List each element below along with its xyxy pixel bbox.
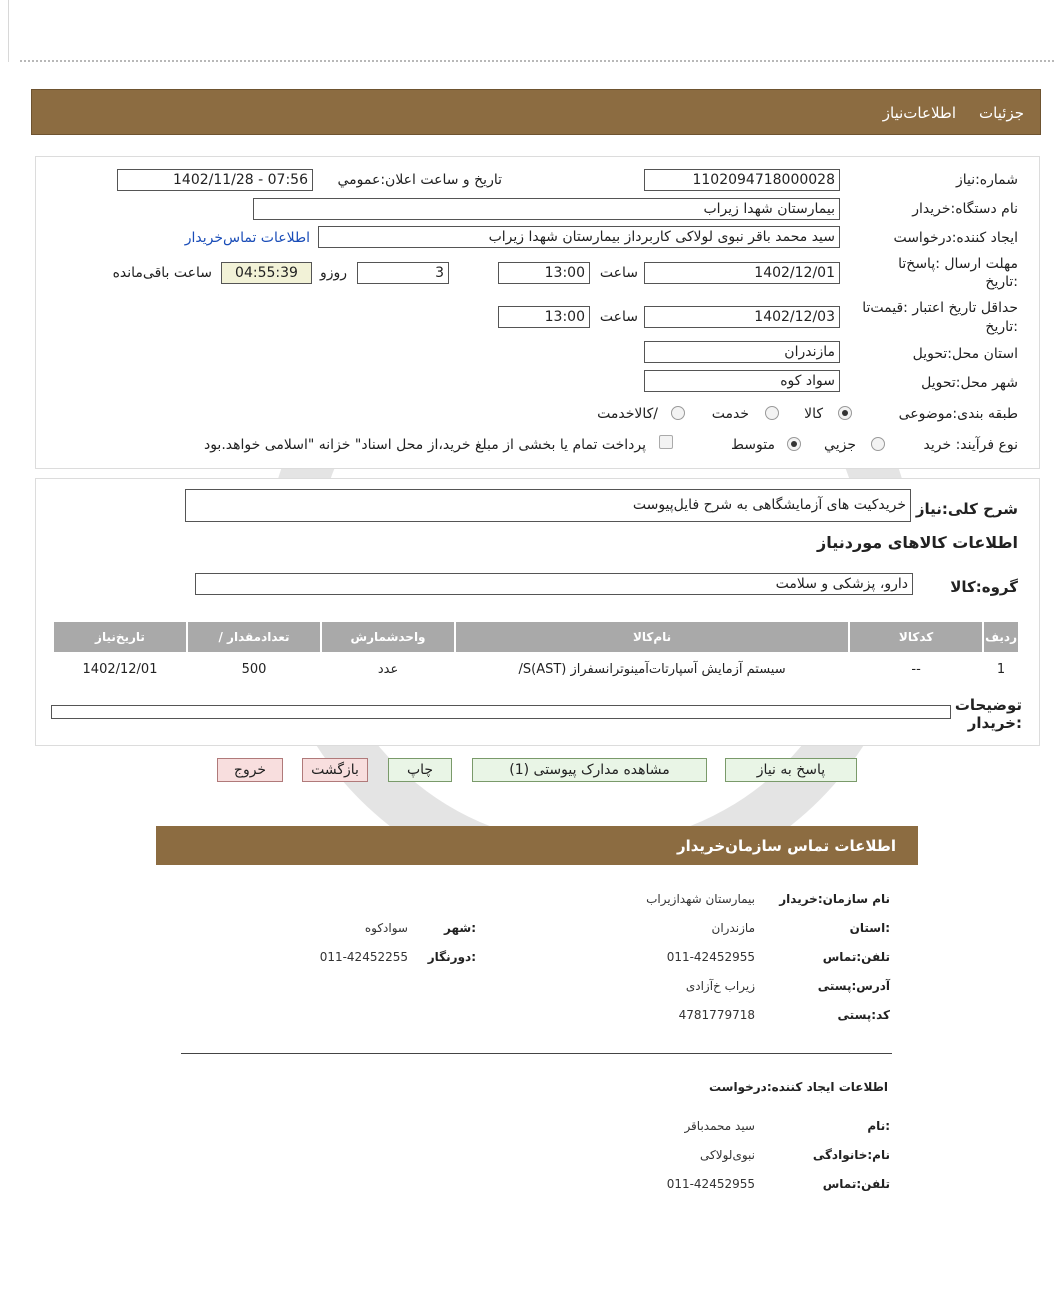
city-label: شهر محل:تحویل: [921, 375, 1018, 391]
contact-fax-value: 011-42452255: [319, 950, 408, 964]
buyer-notes-field: [51, 705, 951, 719]
contact-postal-label: کد:پستی: [837, 1008, 890, 1022]
city-field: سواد کوه: [644, 370, 840, 392]
process-medium-label: متوسط: [731, 437, 775, 453]
goods-info-title: اطلاعات کالاهای موردنیاز: [817, 533, 1018, 552]
exit-button[interactable]: خروج: [217, 758, 283, 782]
creator-name-value: سید محمدباقر: [684, 1119, 755, 1133]
org-name-value: بیمارستان شهدازیراب: [646, 892, 755, 906]
top-dotted-separator: [20, 60, 1054, 62]
buyer-contact-header: [156, 826, 918, 865]
back-button[interactable]: بازگشت: [302, 758, 368, 782]
tab-details[interactable]: جزئیات: [979, 104, 1024, 122]
province-field: مازندران: [644, 341, 840, 363]
deadline-date-field: 1402/12/01: [644, 262, 840, 284]
attached-docs-button[interactable]: مشاهده مدارک پیوستی (1): [472, 758, 707, 782]
cell-row: 1: [984, 654, 1018, 684]
cell-qty: 500: [188, 654, 320, 684]
col-date: تاریخ‌نیاز: [54, 622, 186, 652]
announce-field: 1402/11/28 - 07:56: [117, 169, 313, 191]
goods-table: [52, 620, 1020, 686]
col-qty: / تعدادمقدار: [188, 622, 320, 652]
buyer-org-field: بیمارستان شهدا زیراب: [253, 198, 840, 220]
contact-postal-value: 4781779718: [678, 1008, 755, 1022]
process-partial-radio[interactable]: [871, 437, 885, 451]
validity-time-field: 13:00: [498, 306, 590, 328]
creator-family-value: نبوی‌لولاکی: [700, 1148, 755, 1162]
buyer-contact-link[interactable]: اطلاعات تماس‌خریدار: [184, 230, 310, 246]
contact-phone-label: تلفن:تماس: [822, 950, 890, 964]
creator-name-label: :نام: [867, 1119, 890, 1133]
col-code: کدکالا: [850, 622, 982, 652]
creator-field: سید محمد باقر نبوی لولاکی کاربرداز بیمارستان شهدا زیراب: [318, 226, 840, 248]
validity-label-2: :تاریخ: [985, 319, 1018, 335]
days-field: 3: [357, 262, 449, 284]
cell-name: سیستم آزمایش آسپارتات‌آمینوترانسفراز S(AST)/: [456, 654, 848, 684]
process-partial-label: جزیي: [824, 437, 856, 453]
cell-unit: عدد: [322, 654, 454, 684]
contact-phone-value: 011-42452955: [666, 950, 755, 964]
need-number-label: شماره:نیاز: [955, 172, 1018, 188]
category-service-label: خدمت: [711, 406, 749, 422]
cell-date: 1402/12/01: [54, 654, 186, 684]
creator-phone-value: 011-42452955: [666, 1177, 755, 1191]
need-number-field: 1102094718000028: [644, 169, 840, 191]
creator-phone-label: تلفن:تماس: [822, 1177, 890, 1191]
col-unit: واحدشمارش: [322, 622, 454, 652]
validity-date-field: 1402/12/03: [644, 306, 840, 328]
buyer-contact-title: اطلاعات تماس سازمان‌خریدار: [676, 837, 896, 855]
creator-info-title: اطلاعات ایجاد کننده:درخواست: [708, 1080, 888, 1094]
contact-address-label: آدرس:پستی: [817, 979, 890, 993]
validity-label: حداقل تاریخ اعتبار :قیمت‌تا: [862, 300, 1018, 316]
table-row: [54, 654, 1018, 684]
deadline-label-2: :تاریخ: [985, 274, 1018, 290]
category-goods-label: کالا: [804, 406, 823, 422]
deadline-time-field: 13:00: [498, 262, 590, 284]
validity-time-label: ساعت: [599, 309, 638, 325]
details-header-bar: [31, 89, 1041, 135]
reply-button[interactable]: پاسخ به نیاز: [725, 758, 857, 782]
announce-label: تاريخ و ساعت اعلان:عمومي: [337, 172, 502, 188]
contact-province-label: :استان: [849, 921, 890, 935]
print-button[interactable]: چاپ: [388, 758, 452, 782]
contact-city-label: :شهر: [444, 921, 476, 935]
process-medium-radio[interactable]: [787, 437, 801, 451]
days-label: روزو: [319, 265, 347, 281]
category-goods-radio[interactable]: [838, 406, 852, 420]
goods-group-field: دارو، پزشکی و سلامت: [195, 573, 913, 595]
remaining-time-field: 04:55:39: [221, 262, 312, 284]
contact-address-value: زیراب خ‌آزادی: [685, 979, 755, 993]
org-name-label: نام سازمان:خریدار: [779, 892, 890, 906]
category-label: طبقه بندی:موضوعی: [898, 406, 1018, 422]
goods-group-label: گروه:کالا: [950, 578, 1018, 596]
tab-need-info[interactable]: اطلاعات‌نیاز: [882, 104, 956, 122]
province-label: استان محل:تحویل: [912, 346, 1018, 362]
contact-city-value: سوادکوه: [364, 921, 408, 935]
col-name: نام‌کالا: [456, 622, 848, 652]
creator-label: ایجاد کننده:درخواست: [893, 230, 1018, 246]
col-row: ردیف: [984, 622, 1018, 652]
contact-province-value: مازندران: [711, 921, 755, 935]
general-desc-field: خریدکیت های آزمایشگاهی به شرح فایل‌پیوست: [185, 489, 911, 522]
remaining-label: ساعت باقی‌مانده: [112, 265, 212, 281]
treasury-payment-checkbox[interactable]: [659, 435, 673, 449]
buyer-org-label: نام دستگاه:خریدار: [912, 201, 1018, 217]
process-label: نوع فرآیند: خرید: [923, 437, 1018, 453]
left-border-line: [8, 0, 9, 62]
category-goods-service-label: /کالاخدمت: [597, 406, 658, 422]
general-desc-label: شرح کلی:نیاز: [915, 500, 1018, 518]
category-service-radio[interactable]: [765, 406, 779, 420]
contact-fax-label: :دورنگار: [427, 950, 476, 964]
creator-family-label: نام:خانوادگی: [812, 1148, 890, 1162]
category-goods-service-radio[interactable]: [671, 406, 685, 420]
contact-divider: [181, 1053, 892, 1054]
treasury-payment-note: پرداخت تمام یا بخشی از مبلغ خرید،از محل اسناد" خزانه "اسلامی خواهد.بود: [203, 437, 646, 453]
buyer-notes-label: توضیحات :خریدار: [954, 696, 1022, 732]
deadline-label: مهلت ارسال :پاسخ‌تا: [898, 256, 1018, 272]
cell-code: --: [850, 654, 982, 684]
deadline-time-label: ساعت: [599, 265, 638, 281]
